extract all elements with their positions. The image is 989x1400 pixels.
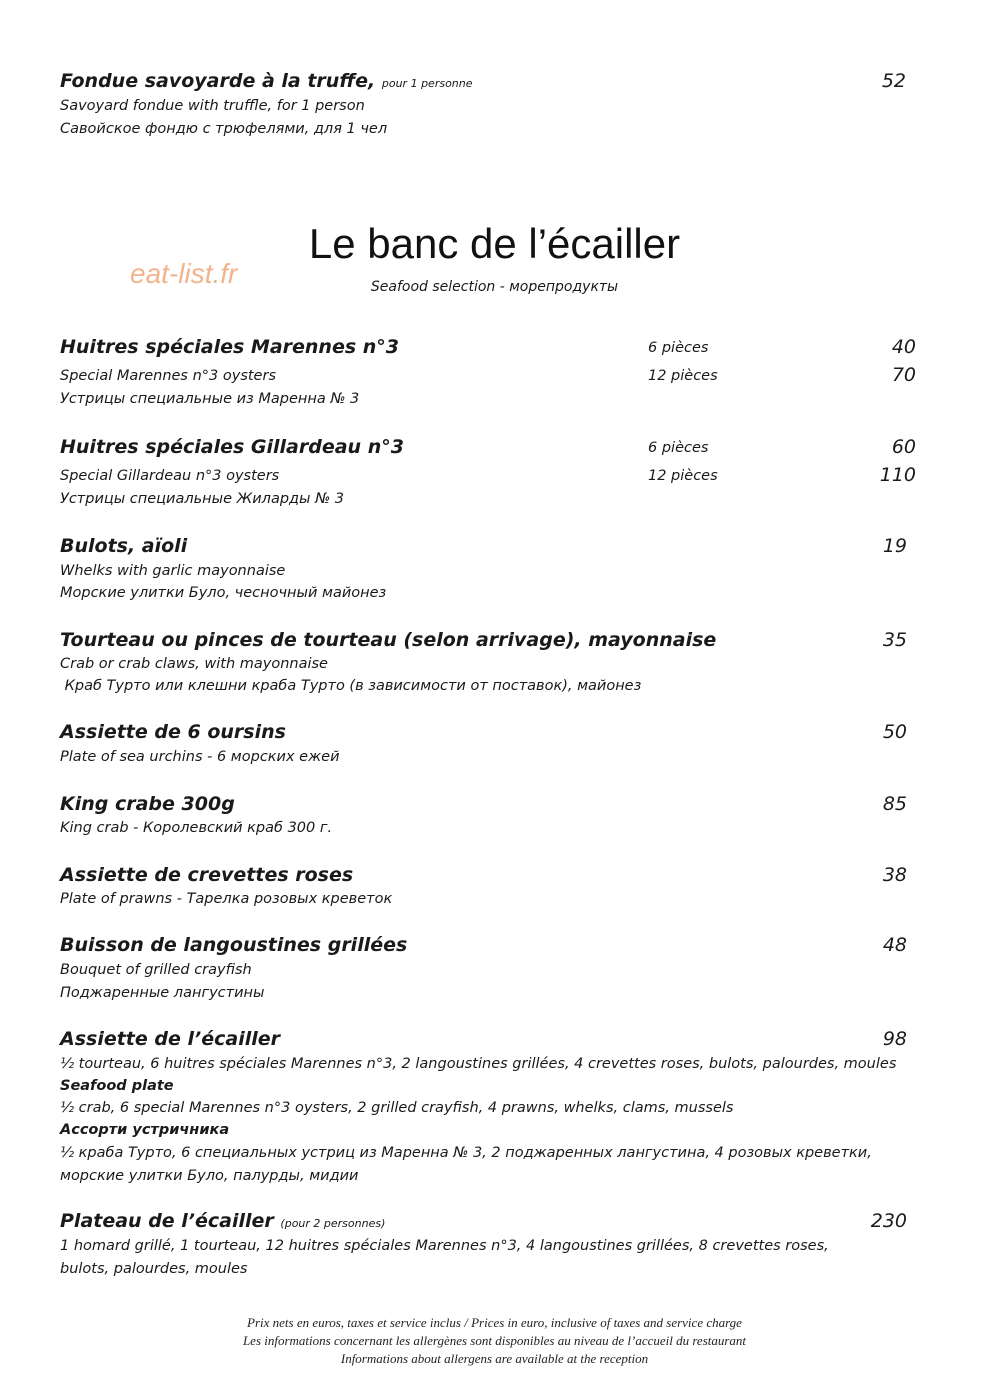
item-price-oursins: 50 [882,721,907,743]
item-price-tourteau: 35 [882,629,907,651]
item-desc-fondue-ru: Савойское фондю с трюфелями, для 1 чел [60,121,388,137]
footer-allergens-fr: Les informations concernant les allergènes sont disponibles au niveau de l’accueil du restaurant [242,1333,747,1348]
item-name-assiette-ecailler: Assiette de l’écailler [60,1028,280,1050]
item-desc-assiette-ecailler-fr: ½ tourteau, 6 huitres spéciales Marennes n°3, 2 langoustines grillées, 4 crevettes roses, bulots, palourdes, moules [60,1056,897,1072]
item-price-fondue: 52 [881,70,906,92]
item-desc-assiette-ecailler-en: ½ crab, 6 special Marennes n°3 oysters, 2 grilled crayfish, 4 prawns, whelks, clams, mussels [60,1100,734,1116]
item-desc-gillardeau-ru: Устрицы специальные Жиларды № 3 [60,491,345,507]
item-desc-marennes-en: Special Marennes n°3 oysters [60,368,276,384]
item-desc-bulots-ru: Морские улитки Було, чесночный майонез [60,585,387,601]
item-desc-gillardeau-en: Special Gillardeau n°3 oysters [60,468,280,484]
item-price-assiette-ecailler: 98 [882,1028,907,1050]
item-desc-tourteau-en: Crab or crab claws, with mayonnaise [60,656,328,672]
item-name-plateau: Plateau de l’écailler (pour 2 personnes) [60,1210,386,1232]
item-name-fondue: Fondue savoyarde à la truffe, pour 1 personne [60,70,473,92]
item-name-kingcrab: King crabe 300g [60,793,235,815]
item-name-langoustines: Buisson de langoustines grillées [60,934,408,956]
item-price-gillardeau-6: 60 [891,436,916,458]
item-desc-crevettes: Plate of prawns - Тарелка розовых креветок [60,891,393,907]
item-qty-gillardeau-12: 12 pièces [648,468,718,484]
item-price-marennes-12: 70 [891,364,916,386]
item-desc-assiette-ecailler-ru-2: морские улитки Було, палурды, мидии [60,1168,359,1184]
item-price-crevettes: 38 [882,864,907,886]
footer-prices-note: Prix nets en euros, taxes et service inclus / Prices in euro, inclusive of taxes and service charge [247,1315,742,1330]
footer-allergens-en: Informations about allergens are available at the reception [340,1351,649,1366]
item-desc-langoustines-en: Bouquet of grilled crayfish [60,962,252,978]
section-subtitle: Seafood selection - морепродукты [370,279,619,295]
item-price-marennes-6: 40 [891,336,916,358]
item-desc-oursins: Plate of sea urchins - 6 морских ежей [60,749,340,765]
item-desc-tourteau-ru: Краб Турто или клешни краба Турто (в зависимости от поставок), майонез [60,678,642,694]
item-desc-assiette-ecailler-ru-1: ½ краба Турто, 6 специальных устриц из Маренна № 3, 2 поджаренных лангустина, 4 розовых креветки, [60,1145,872,1161]
item-sub-assiette-ecailler-ru: Ассорти устричника [60,1122,230,1138]
item-qty-marennes-12: 12 pièces [648,368,718,384]
item-name-tourteau: Tourteau ou pinces de tourteau (selon arrivage), mayonnaise [60,629,717,651]
item-price-gillardeau-12: 110 [879,464,916,486]
item-name-crevettes: Assiette de crevettes roses [60,864,354,886]
item-price-plateau: 230 [870,1210,907,1232]
item-qty-gillardeau-6: 6 pièces [648,440,709,456]
item-desc-plateau-2: bulots, palourdes, moules [60,1261,248,1277]
item-desc-bulots-en: Whelks with garlic mayonnaise [60,563,286,579]
item-name-bulots: Bulots, aïoli [60,535,188,557]
item-desc-kingcrab: King crab - Королевский краб 300 г. [60,820,333,836]
item-note-plateau: (pour 2 personnes) [280,1217,386,1230]
item-desc-plateau-1: 1 homard grillé, 1 tourteau, 12 huitres spéciales Marennes n°3, 4 langoustines grillées, 8 crevettes roses, [60,1238,829,1254]
item-sub-assiette-ecailler-en: Seafood plate [60,1078,174,1094]
item-note-fondue: pour 1 personne [381,77,473,90]
item-qty-marennes-6: 6 pièces [648,340,709,356]
item-price-langoustines: 48 [882,934,907,956]
item-price-kingcrab: 85 [882,793,907,815]
section-title: Le banc de l’écailler [308,220,681,267]
item-desc-marennes-ru: Устрицы специальные из Маренна № 3 [60,391,360,407]
item-price-bulots: 19 [882,535,907,557]
item-desc-langoustines-ru: Поджаренные лангустины [60,985,265,1001]
item-name-marennes: Huitres spéciales Marennes n°3 [60,336,400,358]
item-name-gillardeau: Huitres spéciales Gillardeau n°3 [60,436,404,458]
item-desc-fondue-en: Savoyard fondue with truffle, for 1 person [60,98,365,114]
item-name-oursins: Assiette de 6 oursins [60,721,286,743]
watermark-text: eat-list.fr [130,258,238,289]
